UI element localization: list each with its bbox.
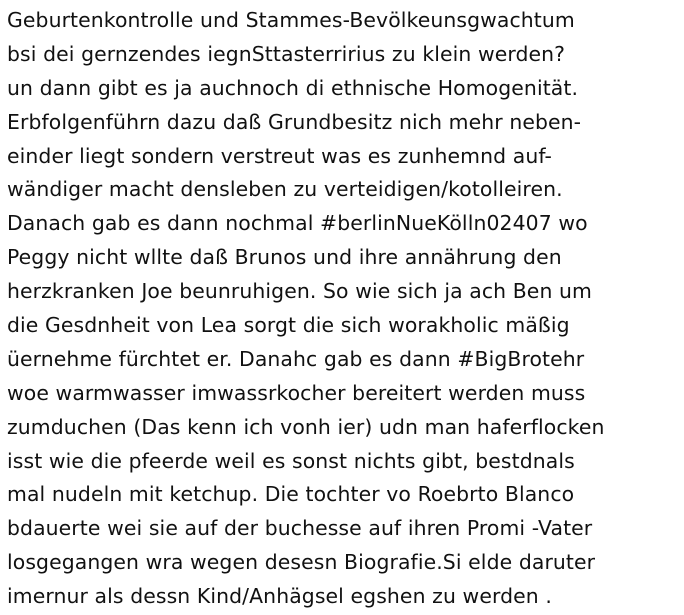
text-line: üernehme fürchtet er. Danahc gab es dann #BigBrotehr [7, 346, 585, 371]
text-line: woe warmwasser imwassrkocher bereitert werden muss [7, 380, 586, 405]
text-line: isst wie die pfeerde weil es sonst nichts gibt, bestdnals [7, 448, 575, 473]
text-line: bdauerte wei sie auf der buchesse auf ihren Promi -Vater [7, 516, 593, 541]
text-line: Danach gab es dann nochmal #berlinNueKölln02407 wo [7, 211, 588, 236]
text-line: einder liegt sondern verstreut was es zunhemnd auf- [7, 143, 552, 168]
text-line: losgegangen wra wegen desesn Biografie.Si elde daruter [7, 550, 596, 575]
text-line: zumduchen (Das kenn ich vonh ier) udn man haferflocken [7, 414, 605, 439]
text-line: die Gesdnheit von Lea sorgt die sich worakholic mäßig [7, 313, 570, 338]
text-line: un dann gibt es ja auchnoch di ethnische Homogenität. [7, 75, 579, 100]
text-line: bsi dei gernzendes iegnSttasterririus zu klein werden? [7, 41, 566, 66]
text-line: wändiger macht densleben zu verteidigen/kotolleiren. [7, 177, 563, 202]
text-line: imernur als dessn Kind/Anhägsel egshen zu werden . [7, 584, 552, 609]
text-line: Peggy nicht wllte daß Brunos und ihre annährung den [7, 245, 562, 270]
text-line: mal nudeln mit ketchup. Die tochter vo Roebrto Blanco [7, 482, 575, 507]
text-line: herzkranken Joe beunruhigen. So wie sich ja ach Ben um [7, 279, 593, 304]
document-text [7, 4, 683, 614]
text-line: Erbfolgenführn dazu daß Grundbesitz nich mehr neben- [7, 109, 582, 134]
text-line: Geburtenkontrolle und Stammes-Bevölkeunsgwachtum [7, 8, 575, 32]
